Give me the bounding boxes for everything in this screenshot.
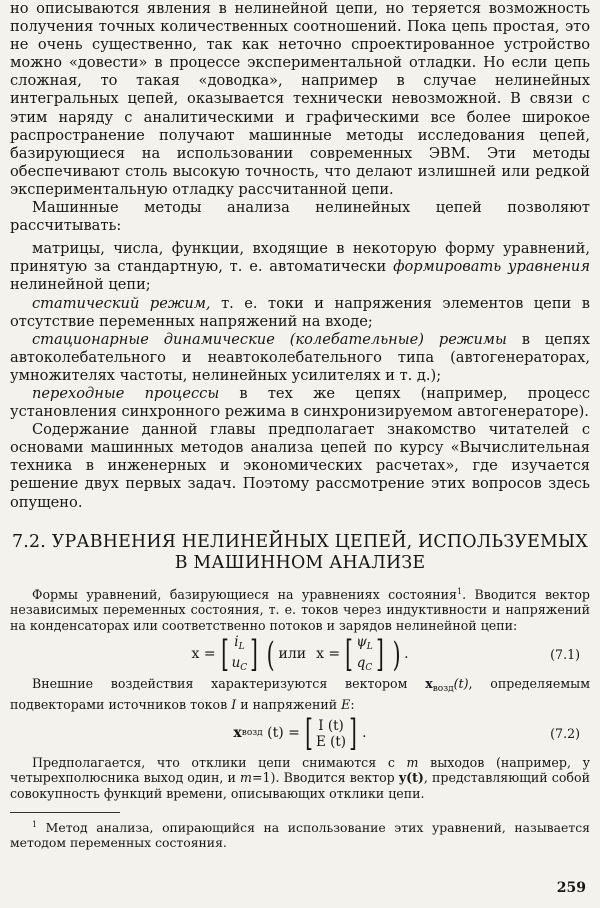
section-heading-line-1: 7.2. УРАВНЕНИЯ НЕЛИНЕЙНЫХ ЦЕПЕЙ, ИСПОЛЬЗУЕМЫХ	[12, 531, 588, 552]
section-heading-line-2: В МАШИННОМ АНАЛИЗЕ	[174, 552, 426, 573]
section-body	[10, 584, 590, 802]
equation-number: (7.2)	[550, 725, 580, 741]
intro-paragraph-1: но описываются явления в нелинейной цепи, но теряется возможность получения точных количественных соотношений. Пока цепь простая, это не очень существенно, так как неточно спроектированное устройство можно «довести» в процессе экспериментальной отладки. Но если цепь сложная, то такая «доводка», например в случае нелинейных интегральных цепей, оказывается технически невозможной. В связи с этим наряду с аналитическими и графическими все более широкое распространение получают машинные методы исследования цепей, базирующиеся на использовании современных ЭВМ. Эти методы обеспечивают столь высокую точность, что делают излишней или редкой экспериментальную отладку рассчитанной цепи.	[10, 0, 590, 198]
capabilities-list	[10, 240, 590, 421]
footnote: $^1$ Метод анализа, опирающийся на использование этих уравнений, называется методом переменных состояния.	[10, 819, 590, 850]
intro-block	[10, 0, 590, 512]
section-paragraph-1: Формы уравнений, базирующиеся на уравнениях состояния$^1$. Вводится вектор независимых переменных состояния, т. е. токов через индуктивности и напряжений на конденсаторах или соответственно потоков и зарядов нелинейной цепи:	[10, 586, 590, 633]
section-paragraph-3: Предполагается, что отклики цепи снимаются с m выходов (например, у четырехполюсника выход один, и m=1). Вводится вектор y(t), представляющий собой совокупность функций времени, описывающих отклики цепи.	[10, 754, 590, 801]
footnote-divider	[10, 812, 120, 813]
page-number: 259	[556, 880, 586, 896]
section-paragraph-2: Внешние воздействия характеризуются вектором $x_{возд}(t)$, определяемым подвекторами источников токов I и напряжений E:	[10, 675, 590, 713]
intro-paragraph-3: Содержание данной главы предполагает знакомство читателей с основами машинных методов анализа цепей по курсу «Вычислительная техника в инженерных и экономических расчетах», где изучается решение двух первых задач. Поэтому рассмотрение этих вопросов здесь опущено.	[10, 421, 590, 511]
footnote-ref: 1	[457, 586, 463, 596]
equation-7-2: x возд (t) = [ I (t) E (t) ] . (7.2)	[233, 712, 580, 754]
list-item: стационарные динамические (колебательные) режимы в цепях автоколебательного и неавтоколебательного типа (автогенераторах, умножителях частоты, нелинейных усилителях и т. д.);	[10, 330, 590, 384]
equation-number: (7.1)	[550, 646, 580, 662]
intro-paragraph-2: Машинные методы анализа нелинейных цепей позволяют рассчитывать:	[10, 199, 590, 235]
list-item: матрицы, числа, функции, входящие в некоторую форму уравнений, принятую за стандартную, т. е. автоматически формировать уравнения нелинейной цепи;	[10, 240, 590, 294]
list-item: переходные процессы в тех же цепях (например, процесс установления синхронного режима в синхронизируемом автогенераторе).	[10, 384, 590, 421]
section-heading	[10, 532, 590, 574]
list-item: статический режим, т. е. токи и напряжения элементов цепи в отсутствие переменных напряжений на входе;	[10, 294, 590, 330]
equation-7-1: x = [ $i_L$ $u_C$ ] ( или x = [ $\psi_L$ $q_C$ ] ) . (7.1)	[191, 633, 580, 675]
